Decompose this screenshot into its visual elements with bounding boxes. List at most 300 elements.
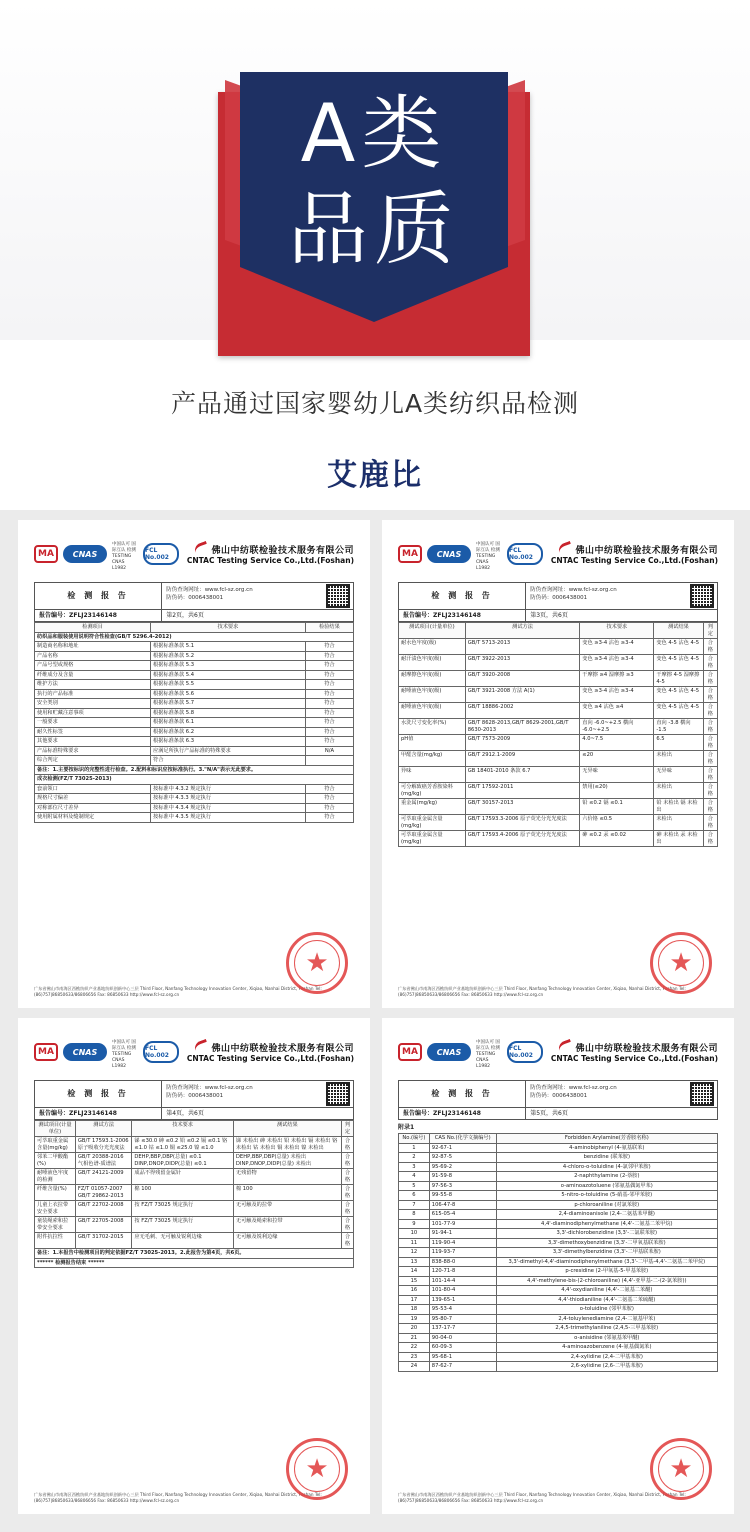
fcl-logo-icon: FCL No.002: [143, 1041, 179, 1063]
table-cell: 耐水色牢度(级): [399, 639, 466, 655]
table-cell: 合格: [703, 783, 717, 799]
table-cell: 可萃取重金属含量(mg/kg): [35, 1137, 76, 1153]
table-row: [399, 1324, 718, 1334]
table-row: [399, 1219, 718, 1229]
table-cell: 产品名称: [35, 651, 151, 661]
table-cell: 无可触及锐利边缘: [233, 1233, 341, 1249]
report-number-row: [34, 610, 354, 622]
table-row: [35, 642, 354, 652]
table-cell: 合格: [703, 767, 717, 783]
table-cell: 合格: [703, 831, 717, 847]
table-cell: 可分解致癌芳香胺染料(mg/kg): [399, 783, 466, 799]
table-cell: 139-65-1: [429, 1295, 496, 1305]
table-cell: 直向 -6.0~+2.5 横向 -6.0~+2.5: [580, 719, 654, 735]
table-cell: 16: [399, 1286, 430, 1296]
table-cell: 铅 未检出 镉 未检出: [654, 799, 703, 815]
table-cell: 按 FZ/T 73025 规定执行: [132, 1217, 234, 1233]
table-cell: 101-77-9: [429, 1219, 496, 1229]
table-cell: 成品不得残留金属针: [132, 1169, 234, 1185]
table-cell: o-aminoazotoluene (邻氨基偶氮甲苯): [496, 1181, 717, 1191]
table-section-cell: 备注：1.主要按标识的完整性进行检查。2.配料和标识应按标准执行。3."N/A"表示无此要求。: [35, 765, 354, 775]
table-cell: 5: [399, 1181, 430, 1191]
table-cell: 产品标准特殊要求: [35, 746, 151, 756]
lab-name-en: CNTAC Testing Service Co.,Ltd.(Foshan): [550, 1054, 718, 1063]
table-cell: 维护方法: [35, 680, 151, 690]
report-table: [398, 1133, 718, 1372]
table-cell: GB/T 20388-2016 气相色谱-质谱法: [75, 1153, 132, 1169]
table-row: [399, 719, 718, 735]
table-cell: GB 18401-2010 条款 6.7: [465, 767, 580, 783]
table-cell: 耐唾液色牢度(级): [399, 687, 466, 703]
table-cell: ≤20: [580, 751, 654, 767]
table-row: [399, 1352, 718, 1362]
report-code: 防伪码：0006438001: [166, 1093, 224, 1099]
table-cell: GB/T 31702-2015: [75, 1233, 132, 1249]
table-row: [35, 1217, 354, 1233]
table-header-cell: 测试项目(计量单位): [399, 623, 466, 639]
table-cell: 按 FZ/T 73025 规定执行: [132, 1201, 234, 1217]
table-cell: 纤维含量(%): [35, 1185, 76, 1201]
lab-footer: 广东省佛山市南海区西樵纺织产业基地纺织创新中心三层 Third Floor, Nanfang Technology Innovation Center, Xiqiao, Nanhai District, Foshan Tel: (86)757|86850633/86806656 Fax: 86850633 http://www.fcl-sz.org.cn: [34, 986, 322, 997]
table-row: [399, 1162, 718, 1172]
ilac-logo-icon: 中国认可 国际互认 检测 TESTING CNAS L1982: [476, 1040, 500, 1069]
table-row: [399, 703, 718, 719]
table-cell: 符合: [305, 737, 353, 747]
table-row: [35, 708, 354, 718]
table-cell: 无异味: [580, 767, 654, 783]
table-cell: 符合: [305, 718, 353, 728]
table-cell: 合格: [703, 703, 717, 719]
table-row: [399, 815, 718, 831]
table-row: [399, 671, 718, 687]
fcl-logo-icon: FCL No.002: [507, 543, 543, 565]
table-cell: 9: [399, 1219, 430, 1229]
lab-footer: 广东省佛山市南海区西樵纺织产业基地纺织创新中心三层 Third Floor, Nanfang Technology Innovation Center, Xiqiao, Nanhai District, Foshan Tel: (86)757|86850633/86806656 Fax: 86850633 http://www.fcl-sz.org.cn: [34, 1492, 322, 1503]
table-header-cell: 检验结果: [305, 623, 353, 633]
table-cell: 95-68-1: [429, 1352, 496, 1362]
table-cell: 91-59-8: [429, 1172, 496, 1182]
table-header-cell: 测试结果: [654, 623, 703, 639]
ma-logo-icon: MA: [398, 545, 422, 563]
report-header: [34, 582, 354, 610]
table-row: [35, 1249, 354, 1259]
table-cell: 92-67-1: [429, 1143, 496, 1153]
report-table: [34, 622, 354, 823]
table-cell: 套前领口: [35, 784, 151, 794]
table-cell: GB/T 30157-2013: [465, 799, 580, 815]
table-cell: 合格: [703, 639, 717, 655]
table-cell: 合格: [703, 655, 717, 671]
table-cell: 21: [399, 1333, 430, 1343]
table-row: [399, 1362, 718, 1372]
table-cell: 4,4'-diaminodiphenylmethane (4,4'-二氨基二苯甲烷): [496, 1219, 717, 1229]
lab-name-cn-text: 佛山中纺联检验技术服务有限公司: [575, 546, 718, 556]
table-cell: 3,3'-dimethylbenzidine (3,3'-二甲基联苯胺): [496, 1248, 717, 1258]
report-title: 检 测 报 告: [35, 1081, 162, 1107]
table-cell: 17: [399, 1295, 430, 1305]
table-cell: 符合: [305, 661, 353, 671]
qr-code-icon: [326, 584, 350, 608]
report-number: 报告编号：ZFLJ23146148: [399, 610, 526, 621]
table-row: [35, 680, 354, 690]
table-cell: 按标准中 4.3.3 规定执行: [151, 794, 306, 804]
table-cell: 六价铬 ≤0.5: [580, 815, 654, 831]
table-row: [35, 794, 354, 804]
table-row: [399, 767, 718, 783]
lab-name: [551, 1041, 718, 1063]
table-cell: 重金属(mg/kg): [399, 799, 466, 815]
table-cell: 制造商名称和地址: [35, 642, 151, 652]
report-table: [34, 1120, 354, 1268]
table-cell: 按标准中 4.3.4 规定执行: [151, 803, 306, 813]
table-cell: 变色 ≥3-4 沾色 ≥3-4: [580, 655, 654, 671]
table-header-cell: 技术要求: [151, 623, 306, 633]
ma-logo-icon: MA: [34, 545, 58, 563]
lab-swoosh-icon: [193, 541, 210, 555]
table-cell: 4-chloro-o-toluidine (4-氯邻甲苯胺): [496, 1162, 717, 1172]
table-cell: 符合: [151, 756, 306, 766]
table-row: [399, 1172, 718, 1182]
table-cell: 91-94-1: [429, 1229, 496, 1239]
table-cell: 106-47-8: [429, 1200, 496, 1210]
lab-name: [187, 543, 354, 565]
table-cell: 耐久性标签: [35, 727, 151, 737]
table-cell: 根据标准条款 6.3: [151, 737, 306, 747]
table-cell: 1: [399, 1143, 430, 1153]
table-cell: 甲醛含量(mg/kg): [399, 751, 466, 767]
report-page-no: 第3页，共6页: [530, 612, 568, 619]
report-code: 防伪码：0006438001: [530, 1093, 588, 1099]
table-cell: 95-80-7: [429, 1314, 496, 1324]
report-site: 防伪查询网址：www.fcl-sz.org.cn: [166, 587, 253, 593]
table-cell: 符合: [305, 670, 353, 680]
report-number: 报告编号：ZFLJ23146148: [399, 1108, 526, 1119]
table-cell: 6.5: [654, 735, 703, 751]
table-header-cell: Forbidden Arylamine(芳香胺名称): [496, 1134, 717, 1144]
table-cell: 变色 ≥3-4 沾色 ≥3-4: [580, 639, 654, 655]
lab-logos: [34, 542, 179, 571]
table-cell: 2: [399, 1153, 430, 1163]
ilac-logo-icon: 中国认可 国际互认 检测 TESTING CNAS L1982: [112, 1040, 136, 1069]
table-cell: 按标准中 4.3.2 规定执行: [151, 784, 306, 794]
report-page-3[interactable]: [18, 1018, 370, 1514]
report-header: [398, 1080, 718, 1108]
table-row: [35, 765, 354, 775]
report-number-row: [398, 610, 718, 622]
table-cell: 未检出: [654, 815, 703, 831]
lab-header: [398, 534, 718, 574]
table-cell: o-toluidine (邻甲苯胺): [496, 1305, 717, 1315]
table-cell: 变色 ≥3-4 沾色 ≥3-4: [580, 687, 654, 703]
table-header-cell: 测试项目(计量单位): [35, 1121, 76, 1137]
table-row: [35, 1233, 354, 1249]
table-cell: 符合: [305, 680, 353, 690]
table-cell: 19: [399, 1314, 430, 1324]
table-cell: o-anisidine (邻氨基苯甲醚): [496, 1333, 717, 1343]
report-number: 报告编号：ZFLJ23146148: [35, 610, 162, 621]
table-row: [35, 746, 354, 756]
table-cell: 合格: [341, 1137, 353, 1153]
table-cell: GB/T 17593.1-2006 原子吸收分光光度法: [75, 1137, 132, 1153]
lab-footer: 广东省佛山市南海区西樵纺织产业基地纺织创新中心三层 Third Floor, Nanfang Technology Innovation Center, Xiqiao, Nanhai District, Foshan Tel: (86)757|86850633/86806656 Fax: 86850633 http://www.fcl-sz.org.cn: [398, 986, 686, 997]
table-cell: 按标准中 4.3.5 规定执行: [151, 813, 306, 823]
table-cell: 22: [399, 1343, 430, 1353]
report-page-no: 第5页，共6页: [530, 1110, 568, 1117]
table-row: [35, 784, 354, 794]
table-row: [35, 1153, 354, 1169]
qr-code-icon: [690, 1082, 714, 1106]
table-cell: 2,4-xylidine (2,4-二甲基苯胺): [496, 1352, 717, 1362]
table-row: [399, 783, 718, 799]
table-row: [399, 1286, 718, 1296]
table-row: [35, 1201, 354, 1217]
table-cell: 符合: [305, 803, 353, 813]
table-cell: 120-71-8: [429, 1267, 496, 1277]
table-cell: 5-nitro-o-toluidine (5-硝基-邻甲苯胺): [496, 1191, 717, 1201]
table-cell: 执行的产品标准: [35, 689, 151, 699]
table-cell: 对称部位尺寸差异: [35, 803, 151, 813]
brand-name: 艾鹿比: [327, 458, 423, 493]
table-cell: 使用和贮藏注意事项: [35, 708, 151, 718]
fcl-logo-icon: FCL No.002: [143, 543, 179, 565]
table-cell: p-cresidine (2-甲氧基-5-甲基苯胺): [496, 1267, 717, 1277]
ma-logo-icon: MA: [398, 1043, 422, 1061]
ma-logo-icon: MA: [34, 1043, 58, 1061]
hero-line-2: 品质: [288, 183, 460, 276]
table-header-row: [35, 623, 354, 633]
table-row: [399, 1276, 718, 1286]
table-cell: 合格: [703, 735, 717, 751]
hero-subtitle: 产品通过国家婴幼儿A类纺织品检测: [170, 389, 580, 418]
table-cell: 15: [399, 1276, 430, 1286]
hero-badge-text: [240, 86, 508, 278]
report-info: [526, 583, 687, 609]
table-cell: 95-53-4: [429, 1305, 496, 1315]
table-cell: 符合: [305, 708, 353, 718]
table-header-cell: 测试方法: [465, 623, 580, 639]
table-row: [399, 639, 718, 655]
table-cell: 4: [399, 1172, 430, 1182]
table-cell: benzidine (联苯胺): [496, 1153, 717, 1163]
table-cell: GB/T 5713-2013: [465, 639, 580, 655]
table-section-cell: 纺织品和服装使用说明符合性检查(GB/T 5296.4-2012): [35, 632, 354, 642]
table-header-cell: 测试结果: [233, 1121, 341, 1137]
table-cell: 砷 ≤0.2 汞 ≤0.02: [580, 831, 654, 847]
table-cell: 一般要求: [35, 718, 151, 728]
table-row: [399, 655, 718, 671]
table-cell: 根据标准条款 5.6: [151, 689, 306, 699]
table-row: [35, 1258, 354, 1268]
table-cell: 119-90-4: [429, 1238, 496, 1248]
cnas-logo-icon: CNAS: [427, 545, 471, 563]
table-cell: 合格: [341, 1217, 353, 1233]
table-cell: 符合: [305, 651, 353, 661]
report-info: [162, 1081, 323, 1107]
table-cell: 规格尺寸偏差: [35, 794, 151, 804]
table-row: [35, 737, 354, 747]
table-row: [35, 1169, 354, 1185]
table-cell: 锑 未检出 砷 未检出 铅 未检出 镉 未检出 铬 未检出 钴 未检出 铜 未检出 镍 未检出: [233, 1137, 341, 1153]
table-cell: 根据标准条款 5.4: [151, 670, 306, 680]
table-row: [35, 1185, 354, 1201]
lab-name-en: CNTAC Testing Service Co.,Ltd.(Foshan): [186, 1054, 354, 1063]
table-cell: pH值: [399, 735, 466, 751]
table-section-cell: ****** 检测报告结束 ******: [35, 1258, 354, 1268]
official-seal-icon: ★: [286, 1438, 348, 1500]
table-cell: GB/T 18886-2002: [465, 703, 580, 719]
table-row: [35, 632, 354, 642]
table-cell: FZ/T 01057-2007 GB/T 29862-2013: [75, 1185, 132, 1201]
table-cell: GB/T 3922-2013: [465, 655, 580, 671]
report-info: [526, 1081, 687, 1107]
table-cell: 12: [399, 1248, 430, 1258]
table-cell: 应满足所执行产品标准的特殊要求: [151, 746, 306, 756]
report-site: 防伪查询网址：www.fcl-sz.org.cn: [530, 1085, 617, 1091]
table-cell: 合格: [341, 1233, 353, 1249]
table-cell: 60-09-3: [429, 1343, 496, 1353]
table-cell: 棉 100: [233, 1185, 341, 1201]
qr-code-icon: [690, 584, 714, 608]
table-cell: 615-05-4: [429, 1210, 496, 1220]
table-cell: 4-aminoazobenzene (4-氨基偶氮苯): [496, 1343, 717, 1353]
table-section-cell: 成衣检测(FZ/T 73025-2013): [35, 775, 354, 785]
table-cell: 童装绳索和拉带安全要求: [35, 1217, 76, 1233]
table-cell: 92-87-5: [429, 1153, 496, 1163]
table-cell: 119-93-7: [429, 1248, 496, 1258]
table-cell: 使用附属材料及缝制规定: [35, 813, 151, 823]
table-cell: 符合: [305, 727, 353, 737]
lab-swoosh-icon: [193, 1039, 210, 1053]
table-cell: 铅 ≤0.2 镉 ≤0.1: [580, 799, 654, 815]
table-cell: p-chloroaniline (对氯苯胺): [496, 1200, 717, 1210]
table-cell: 变色 4-5 沾色 4-5: [654, 687, 703, 703]
report-header: [34, 1080, 354, 1108]
report-title: 检 测 报 告: [399, 583, 526, 609]
table-cell: 90-04-0: [429, 1333, 496, 1343]
table-cell: 棉 100: [132, 1185, 234, 1201]
report-page-1[interactable]: [18, 520, 370, 1008]
table-cell: 符合: [305, 642, 353, 652]
table-header-row: [399, 1134, 718, 1144]
table-cell: 合格: [341, 1153, 353, 1169]
table-cell: 根据标准条款 5.3: [151, 661, 306, 671]
table-header-cell: No.(编号): [399, 1134, 430, 1144]
fcl-logo-icon: FCL No.002: [507, 1041, 543, 1063]
table-row: [399, 1305, 718, 1315]
report-number: 报告编号：ZFLJ23146148: [35, 1108, 162, 1119]
table-cell: 儿童上衣拉带安全要求: [35, 1201, 76, 1217]
table-cell: 符合: [305, 689, 353, 699]
table-cell: 符合: [305, 784, 353, 794]
table-header-cell: 判定: [703, 623, 717, 639]
table-cell: 合格: [703, 719, 717, 735]
table-header-cell: 检测项目: [35, 623, 151, 633]
table-row: [399, 1153, 718, 1163]
table-cell: 3: [399, 1162, 430, 1172]
report-page-no: 第4页，共6页: [166, 1110, 204, 1117]
table-row: [35, 756, 354, 766]
table-cell: 耐汗渍色牢度(级): [399, 655, 466, 671]
lab-name-cn: [187, 543, 354, 556]
table-cell: GB/T 7573-2009: [465, 735, 580, 751]
report-header: [398, 582, 718, 610]
table-cell: 18: [399, 1305, 430, 1315]
lab-header: [34, 1032, 354, 1072]
table-cell: GB/T 17592-2011: [465, 783, 580, 799]
table-cell: 未检出: [654, 783, 703, 799]
lab-name-cn-text: 佛山中纺联检验技术服务有限公司: [575, 1044, 718, 1054]
table-row: [35, 670, 354, 680]
table-cell: 无异味: [654, 767, 703, 783]
table-cell: 变色 4-5 沾色 4-5: [654, 703, 703, 719]
table-cell: 纤维成分及含量: [35, 670, 151, 680]
lab-name: [187, 1041, 354, 1063]
table-cell: 应无毛刺、无可触及锐利边缘: [132, 1233, 234, 1249]
table-row: [35, 727, 354, 737]
table-cell: DEHP,BBP,DBP(总量) 未检出 DINP,DNOP,DIDP(总量) 未检出: [233, 1153, 341, 1169]
table-cell: DEHP,BBP,DBP(总量) ≤0.1 DINP,DNOP,DIDP(总量) ≤0.1: [132, 1153, 234, 1169]
cnas-logo-icon: CNAS: [63, 1043, 107, 1061]
table-cell: 可萃取重金属含量(mg/kg): [399, 831, 466, 847]
table-row: [399, 1200, 718, 1210]
lab-swoosh-icon: [557, 541, 574, 555]
table-cell: 4,4'-thiodianiline (4,4'-二氨基二苯硫醚): [496, 1295, 717, 1305]
report-number-row: [34, 1108, 354, 1120]
table-cell: 合格: [341, 1169, 353, 1185]
appendix-title: 附录1: [398, 1124, 415, 1131]
table-cell: 合格: [703, 799, 717, 815]
lab-name-cn: [551, 1041, 718, 1054]
table-row: [399, 1257, 718, 1267]
table-cell: GB/T 2912.1-2009: [465, 751, 580, 767]
table-cell: 10: [399, 1229, 430, 1239]
report-title: 检 测 报 告: [35, 583, 162, 609]
table-cell: 耐唾液色牢度(级): [399, 703, 466, 719]
table-row: [35, 813, 354, 823]
report-site: 防伪查询网址：www.fcl-sz.org.cn: [530, 587, 617, 593]
table-cell: 合格: [703, 815, 717, 831]
report-page-2[interactable]: [382, 520, 734, 1008]
table-cell: 无残留物: [233, 1169, 341, 1185]
lab-logos: [34, 1040, 179, 1069]
table-cell: 2,4-toluylenediamine (2,4-二氨基甲苯): [496, 1314, 717, 1324]
table-row: [35, 699, 354, 709]
lab-name-en: CNTAC Testing Service Co.,Ltd.(Foshan): [186, 556, 354, 565]
table-cell: 耐唾液色牢度的检测: [35, 1169, 76, 1185]
table-cell: 邻苯二甲酸酯(%): [35, 1153, 76, 1169]
table-header-cell: 技术要求: [132, 1121, 234, 1137]
lab-logos: [398, 542, 543, 571]
table-cell: 137-17-7: [429, 1324, 496, 1334]
ilac-logo-icon: 中国认可 国际互认 检测 TESTING CNAS L1982: [112, 542, 136, 571]
table-row: [399, 751, 718, 767]
table-row: [399, 831, 718, 847]
table-cell: GB/T 3920-2008: [465, 671, 580, 687]
report-page-4[interactable]: [382, 1018, 734, 1514]
table-cell: 其他要求: [35, 737, 151, 747]
table-cell: 根据标准条款 5.5: [151, 680, 306, 690]
table-cell: 根据标准条款 6.2: [151, 727, 306, 737]
table-cell: 合格: [341, 1185, 353, 1201]
table-cell: 干摩擦 4-5 湿摩擦 4-5: [654, 671, 703, 687]
table-row: [399, 1248, 718, 1258]
official-seal-icon: ★: [286, 932, 348, 994]
table-header-cell: 判定: [341, 1121, 353, 1137]
table-row: [399, 1143, 718, 1153]
table-row: [35, 661, 354, 671]
table-cell: 4,4'-methylene-bis-(2-chloroaniline) (4,4'-亚甲基-二-(2-氯苯胺)): [496, 1276, 717, 1286]
table-header-row: [35, 1121, 354, 1137]
